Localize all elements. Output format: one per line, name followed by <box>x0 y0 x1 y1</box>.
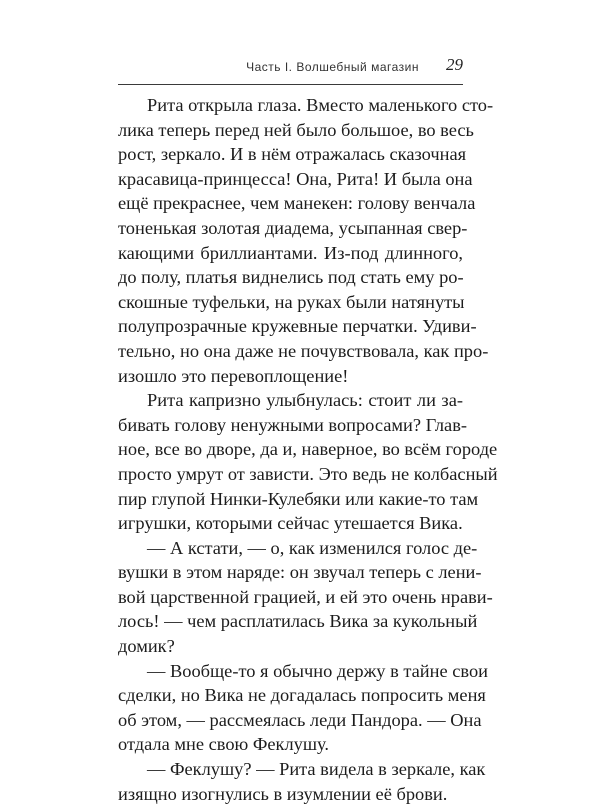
text-line: пир глупой Нинки-Кулебяки или какие-то там <box>118 488 479 509</box>
text-line: скошные туфельки, на руках были натянуты <box>118 291 465 312</box>
text-line: полупрозрачные кружевные перчатки. Удиви- <box>118 316 477 337</box>
text-line: кающими бриллиантами. Из-под длинного, <box>118 242 463 263</box>
text-line: изящно изогнулись в изумлении её брови. <box>118 783 448 804</box>
text-line: изошло это перевоплощение! <box>118 365 349 386</box>
text-line: вушки в этом наряде: он звучал теперь с лени- <box>118 562 482 583</box>
text-line: тоненькая золотая диадема, усыпанная свер- <box>118 217 468 238</box>
text-line: Рита капризно улыбнулась: стоит ли за- <box>147 390 463 411</box>
text-line: отдала мне свою Феклушу. <box>118 734 329 755</box>
text-line: — Вообще-то я обычно держу в тайне свои <box>147 660 489 681</box>
body-text <box>118 93 498 806</box>
page-number: 29 <box>446 55 463 74</box>
text-line: до полу, платья виднелись под стать ему ро- <box>118 267 464 288</box>
running-title: Часть I. Волшебный магазин <box>246 60 419 74</box>
text-line: ещё прекраснее, чем манекен: голову венчала <box>118 193 476 214</box>
text-line: рост, зеркало. И в нём отражалась сказочная <box>118 144 467 165</box>
text-line: об этом, — рассмеялась леди Пандора. — Она <box>118 709 482 730</box>
text-line: лика теперь перед ней было большое, во весь <box>118 119 474 140</box>
text-line: лось! — чем расплатилась Вика за кукольный <box>118 611 478 632</box>
text-line: бивать голову ненужными вопросами? Глав- <box>118 414 468 435</box>
running-header <box>118 56 463 85</box>
text-line: красавица-принцесса! Она, Рита! И была она <box>118 168 473 189</box>
text-line: тельно, но она даже не почувствовала, как про- <box>118 340 489 361</box>
text-line: домик? <box>118 636 175 657</box>
text-line: — А кстати, — о, как изменился голос де- <box>147 537 478 558</box>
text-line: сделки, но Вика не догадалась попросить меня <box>118 685 486 706</box>
text-line: вой царственной грацией, и ей это очень нрави- <box>118 586 493 607</box>
text-line: просто умрут от зависти. Это ведь не колбасный <box>118 463 498 484</box>
text-line: игрушки, которыми сейчас утешается Вика. <box>118 513 463 534</box>
text-line: — Феклушу? — Рита видела в зеркале, как <box>147 759 486 780</box>
text-line: ное, все во дворе, да и, наверное, во всём городе <box>118 439 498 460</box>
text-line: Рита открыла глаза. Вместо маленького сто- <box>147 95 494 115</box>
